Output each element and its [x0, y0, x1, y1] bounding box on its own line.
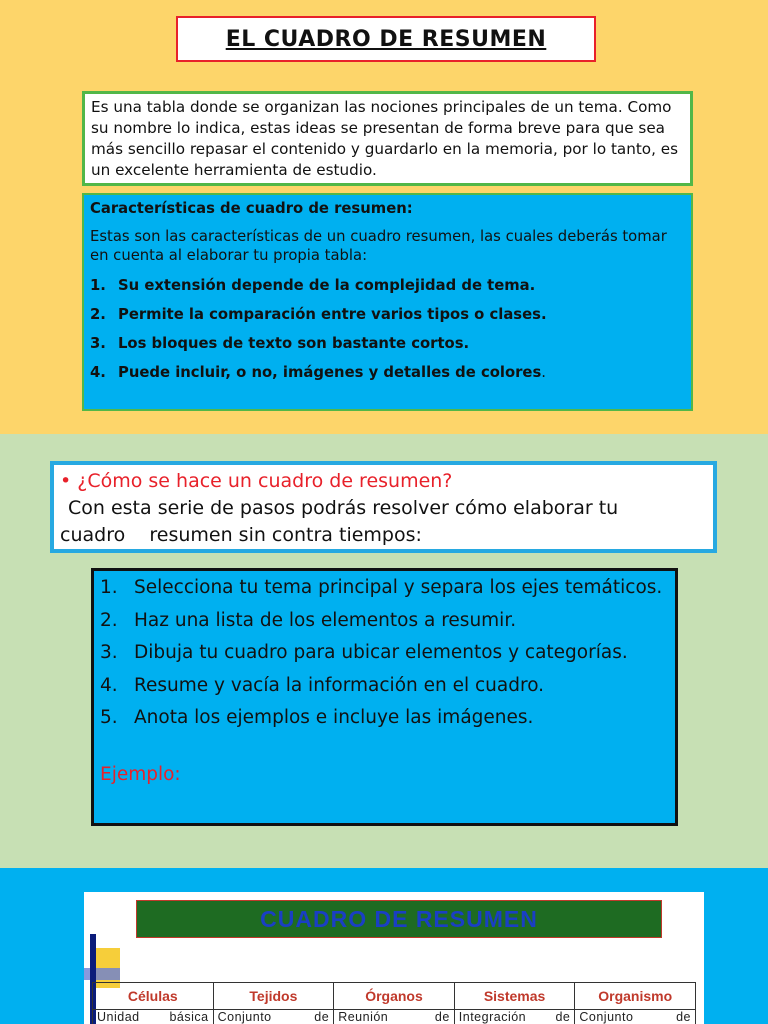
howto-question: • ¿Cómo se hace un cuadro de resumen? [60, 470, 453, 492]
example-summary-table [92, 982, 696, 1024]
list-item-text: Permite la comparación entre varios tipos o clases. [118, 306, 547, 323]
example-label: Ejemplo: [100, 763, 181, 785]
table-cell: Unidad básica [93, 1010, 214, 1024]
steps-list [100, 572, 669, 735]
step-item [100, 702, 669, 735]
howto-box [50, 461, 717, 553]
example-table-image [84, 892, 704, 1024]
step-number: 1. [100, 577, 118, 598]
features-list-item [90, 300, 685, 329]
list-item-text: Los bloques de texto son bastante cortos. [118, 335, 470, 352]
howto-text-line-2: cuadro resumen sin contra tiempos: [60, 524, 422, 546]
step-text: Haz una lista de los elementos a resumir. [134, 609, 517, 631]
list-number: 4. [90, 364, 106, 381]
list-item-period: . [541, 364, 546, 381]
step-item [100, 637, 669, 670]
step-text: Dibuja tu cuadro para ubicar elementos y categorías. [134, 642, 628, 663]
list-number: 1. [90, 277, 106, 294]
step-number: 4. [100, 674, 118, 696]
steps-box [91, 568, 678, 826]
list-item-text: Puede incluir, o no, imágenes y detalles de colores [118, 364, 542, 381]
features-description: Estas son las características de un cuadro resumen, las cuales deberás tomar en cuenta al elaborar tu propia tabla: [90, 228, 667, 264]
step-text: Selecciona tu tema principal y separa los ejes temáticos. [134, 577, 663, 598]
page-title-box [176, 16, 596, 62]
table-cell: Integración de [454, 1010, 575, 1024]
step-item [100, 572, 669, 605]
step-number: 3. [100, 642, 118, 663]
table-header-cell: Órganos [334, 983, 455, 1010]
features-box [82, 193, 693, 411]
example-table-banner-text: CUADRO DE RESUMEN [260, 905, 538, 932]
step-number: 2. [100, 609, 118, 631]
step-number: 5. [100, 707, 118, 728]
howto-text-line-1: Con esta serie de pasos podrás resolver cómo elaborar tu [68, 497, 619, 519]
features-heading: Características de cuadro de resumen: [90, 200, 413, 217]
table-header-cell: Sistemas [454, 983, 575, 1010]
step-text: Resume y vacía la información en el cuadro. [134, 674, 545, 696]
features-list-item [90, 271, 685, 300]
list-item-text: Su extensión depende de la complejidad de tema. [118, 277, 536, 294]
table-cell: Conjunto de [213, 1010, 334, 1024]
table-cell: Conjunto de [575, 1010, 696, 1024]
table-header-cell: Organismo [575, 983, 696, 1010]
intro-box [82, 91, 693, 186]
page-title: EL CUADRO DE RESUMEN [225, 26, 547, 52]
table-header-cell: Tejidos [213, 983, 334, 1010]
table-row [93, 1010, 696, 1024]
intro-text: Es una tabla donde se organizan las nociones principales de un tema. Como su nombre lo indica, estas ideas se presentan de forma breve para que sea más sencillo repasar el contenido y guardarlo en la memoria, por lo tanto, es un excelente herramienta de estudio. [91, 98, 678, 179]
step-item [100, 670, 669, 703]
step-item [100, 605, 669, 638]
table-header-row [93, 983, 696, 1010]
example-table-banner [136, 900, 662, 938]
features-list-item [90, 358, 685, 387]
features-list [90, 271, 685, 387]
table-cell: Reunión de [334, 1010, 455, 1024]
list-number: 2. [90, 306, 106, 323]
features-list-item [90, 329, 685, 358]
step-text: Anota los ejemplos e incluye las imágenes. [134, 707, 534, 728]
list-number: 3. [90, 335, 106, 352]
table-header-cell: Células [93, 983, 214, 1010]
